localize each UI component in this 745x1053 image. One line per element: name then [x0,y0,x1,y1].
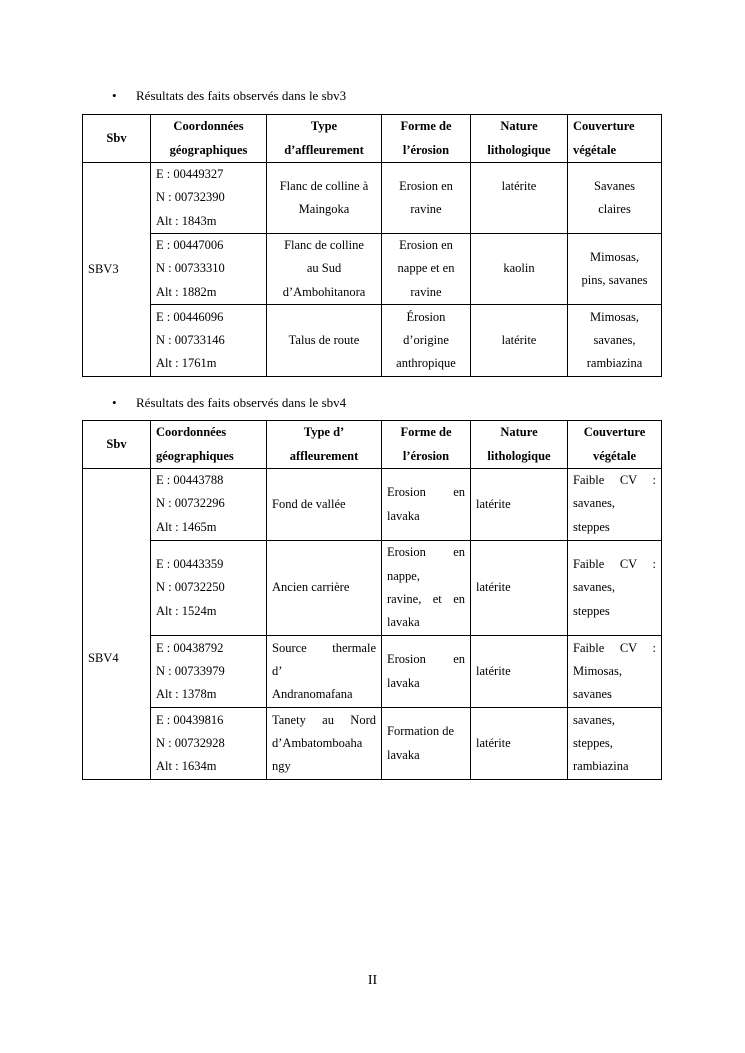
coordinates-cell: E : 00443788 N : 00732296 Alt : 1465m [151,469,267,541]
sbv4-table [82,420,662,780]
outcrop-type-cell: Talus de route [267,305,382,377]
erosion-cell: Erosion en lavaka [382,469,471,541]
table-row [83,469,662,541]
lithology-cell: latérite [471,708,568,780]
vegetation-cell: Savanes claires [568,163,662,234]
vegetation-cell: Faible CV : Mimosas, savanes [568,636,662,708]
coordinates-cell: E : 00438792 N : 00733979 Alt : 1378m [151,636,267,708]
bullet-icon: • [112,88,117,103]
sbv-label: SBV4 [83,469,151,780]
outcrop-type-cell: Ancien carrière [267,541,382,636]
header-erosion-form: Forme de l’érosion [382,115,471,163]
vegetation-cell: Faible CV : savanes, steppes [568,541,662,636]
vegetation-cell: Faible CV : savanes, steppes [568,469,662,541]
page-number: II [367,973,378,988]
header-vegetation: Couverture végétale [568,421,662,469]
header-erosion-form: Forme de l’érosion [382,421,471,469]
table-header-row [83,421,662,469]
lithology-cell: latérite [471,305,568,377]
table-row [83,163,662,234]
lithology-cell: latérite [471,163,568,234]
outcrop-type-cell: Flanc de colline à Maingoka [267,163,382,234]
table-row [83,305,662,377]
header-outcrop-type: Type d’ affleurement [267,421,382,469]
bullet-icon: • [112,395,117,410]
erosion-cell: Erosion en nappe et en ravine [382,234,471,305]
header-lithology: Nature lithologique [471,115,568,163]
table-row [83,541,662,636]
lithology-cell: kaolin [471,234,568,305]
header-outcrop-type: Type d’affleurement [267,115,382,163]
outcrop-type-cell: Tanety au Nord d’Ambatomboaha ngy [267,708,382,780]
vegetation-cell: savanes, steppes, rambiazina [568,708,662,780]
outcrop-type-cell: Source thermale d’ Andranomafana [267,636,382,708]
coordinates-cell: E : 00446096 N : 00733146 Alt : 1761m [151,305,267,377]
sbv-label: SBV3 [83,163,151,377]
sbv3-table [82,114,662,377]
table-header-row [83,115,662,163]
header-coordinates: Coordonnées géographiques [151,115,267,163]
sbv3-heading: • Résultats des faits observés dans le sbv3 [112,88,347,103]
erosion-cell: Erosion en nappe, ravine, et en lavaka [382,541,471,636]
coordinates-cell: E : 00447006 N : 00733310 Alt : 1882m [151,234,267,305]
lithology-cell: latérite [471,469,568,541]
sbv4-heading: • Résultats des faits observés dans le sbv4 [112,395,347,410]
header-sbv: Sbv [83,115,151,163]
table-row [83,234,662,305]
header-coordinates: Coordonnées géographiques [151,421,267,469]
coordinates-cell: E : 00449327 N : 00732390 Alt : 1843m [151,163,267,234]
coordinates-cell: E : 00443359 N : 00732250 Alt : 1524m [151,541,267,636]
vegetation-cell: Mimosas, savanes, rambiazina [568,305,662,377]
coordinates-cell: E : 00439816 N : 00732928 Alt : 1634m [151,708,267,780]
lithology-cell: latérite [471,636,568,708]
header-lithology: Nature lithologique [471,421,568,469]
table-row [83,708,662,780]
outcrop-type-cell: Flanc de colline au Sud d’Ambohitanora [267,234,382,305]
erosion-cell: Erosion en lavaka [382,636,471,708]
header-sbv: Sbv [83,421,151,469]
erosion-cell: Erosion en ravine [382,163,471,234]
outcrop-type-cell: Fond de vallée [267,469,382,541]
header-vegetation: Couverture végétale [568,115,662,163]
vegetation-cell: Mimosas, pins, savanes [568,234,662,305]
erosion-cell: Érosion d’origine anthropique [382,305,471,377]
lithology-cell: latérite [471,541,568,636]
table-row [83,636,662,708]
erosion-cell: Formation de lavaka [382,708,471,780]
